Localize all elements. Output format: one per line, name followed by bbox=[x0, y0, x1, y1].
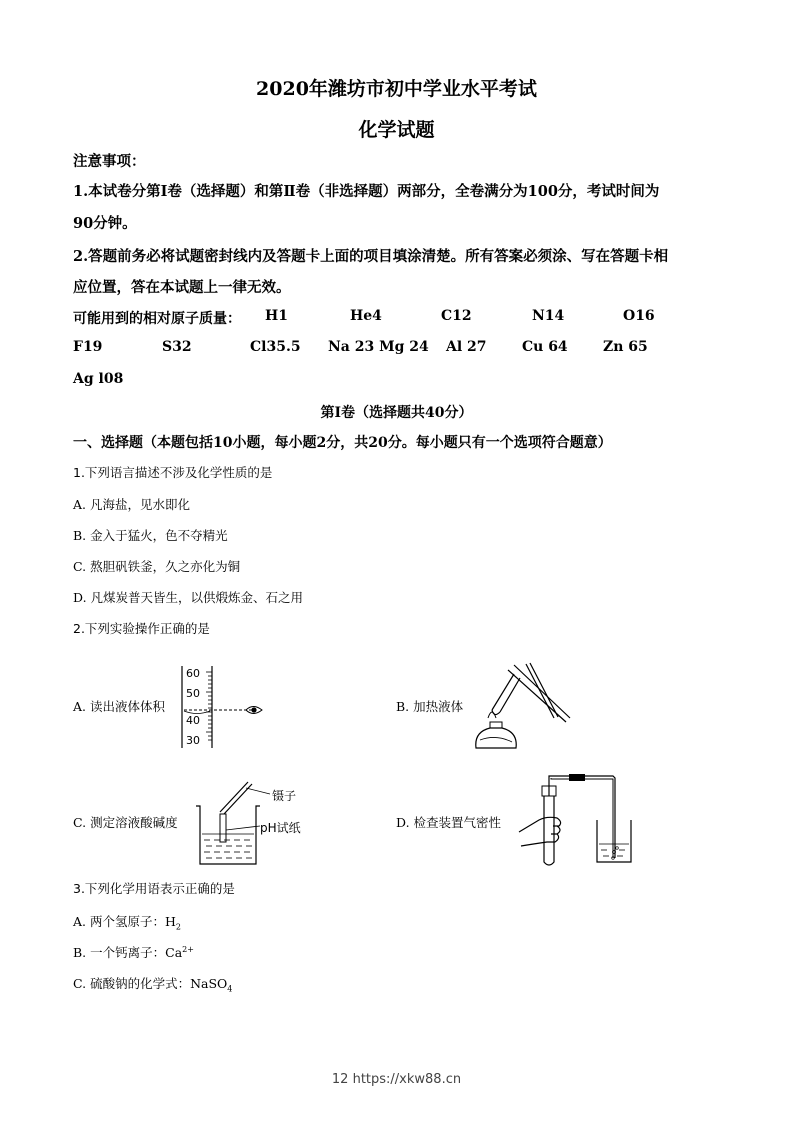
question-2-option-a: A. 读出液体体积 bbox=[73, 699, 165, 714]
question-1-option-a: A. 凡海盐，见水即化 bbox=[73, 497, 190, 512]
question-1-option-b: B. 金入于猛火，色不夺精光 bbox=[73, 528, 228, 543]
graduated-cylinder-diagram bbox=[180, 664, 270, 752]
notice-item-1-line-2: 90分钟。 bbox=[73, 215, 137, 232]
atomic-mass-value: Cl35.5 bbox=[250, 339, 301, 355]
cylinder-tick-label: 60 bbox=[186, 667, 200, 680]
question-3-option-b: B. 一个钙离子：$Ca^{2+}$ bbox=[73, 944, 194, 960]
atomic-mass-value: Na 23 Mg 24 bbox=[328, 339, 429, 355]
ph-test-diagram bbox=[192, 778, 322, 870]
page-footer: 12 https://xkw88.cn bbox=[331, 1072, 462, 1087]
atomic-mass-value: C12 bbox=[441, 308, 472, 324]
part-one-heading: 一、选择题（本题包括10小题，每小题2分，共20分。每小题只有一个选项符合题意） bbox=[73, 435, 612, 451]
question-1-option-c: C. 熬胆矾铁釜，久之亦化为铜 bbox=[73, 559, 241, 574]
atomic-mass-value: He4 bbox=[350, 308, 382, 324]
question-3-option-a: A. 两个氢原子：$H_2$ bbox=[73, 914, 181, 932]
airtightness-check-diagram bbox=[517, 774, 647, 870]
question-1-stem: 1.下列语言描述不涉及化学性质的是 bbox=[73, 465, 273, 480]
page-subtitle: 化学试题 bbox=[358, 119, 435, 141]
question-2-option-d: D. 检查装置气密性 bbox=[396, 815, 502, 830]
tweezers-label: 镊子 bbox=[272, 789, 297, 803]
page-title: 2020年潍坊市初中学业水平考试 bbox=[256, 78, 537, 100]
question-2-option-c: C. 测定溶液酸碱度 bbox=[73, 815, 178, 830]
notice-item-1-line-1: 1.本试卷分第Ⅰ卷（选择题）和第Ⅱ卷（非选择题）两部分，全卷满分为100分，考试时间为 bbox=[73, 183, 660, 200]
eye-icon bbox=[246, 707, 262, 714]
atomic-mass-value: S32 bbox=[162, 339, 192, 355]
atomic-mass-value: N14 bbox=[532, 308, 565, 324]
atomic-mass-value: Al 27 bbox=[446, 339, 487, 355]
cylinder-tick-label: 30 bbox=[186, 734, 200, 747]
atomic-mass-value: Cu 64 bbox=[522, 339, 568, 355]
question-1-option-d: D. 凡煤炭普天皆生，以供煅炼金、石之用 bbox=[73, 590, 304, 605]
question-2-option-b: B. 加热液体 bbox=[396, 699, 464, 714]
heating-test-tube-diagram bbox=[470, 662, 570, 754]
notice-item-2-line-1: 2.答题前务必将试题密封线内及答题卡上面的项目填涂清楚。所有答案必须涂、写在答题卡相 bbox=[73, 248, 669, 265]
notice-heading: 注意事项： bbox=[73, 153, 146, 170]
cylinder-tick-label: 40 bbox=[186, 714, 200, 727]
atomic-mass-value: O16 bbox=[623, 308, 655, 324]
question-2-stem: 2.下列实验操作正确的是 bbox=[73, 621, 210, 636]
section-title: 第I卷（选择题共40分） bbox=[320, 405, 473, 421]
atomic-mass-value: F19 bbox=[73, 339, 103, 355]
atomic-mass-value: H1 bbox=[265, 308, 288, 324]
atomic-mass-value: Ag l08 bbox=[73, 371, 124, 387]
ph-paper-label: pH试纸 bbox=[260, 821, 301, 835]
notice-item-2-line-2: 应位置，答在本试题上一律无效。 bbox=[73, 279, 291, 296]
atomic-mass-value: Zn 65 bbox=[603, 339, 648, 355]
question-3-option-c: C. 硫酸钠的化学式：NaSO$_4$ bbox=[73, 976, 233, 994]
cylinder-tick-label: 50 bbox=[186, 687, 200, 700]
atomic-mass-label: 可能用到的相对原子质量： bbox=[73, 311, 241, 327]
question-3-stem: 3.下列化学用语表示正确的是 bbox=[73, 881, 235, 896]
